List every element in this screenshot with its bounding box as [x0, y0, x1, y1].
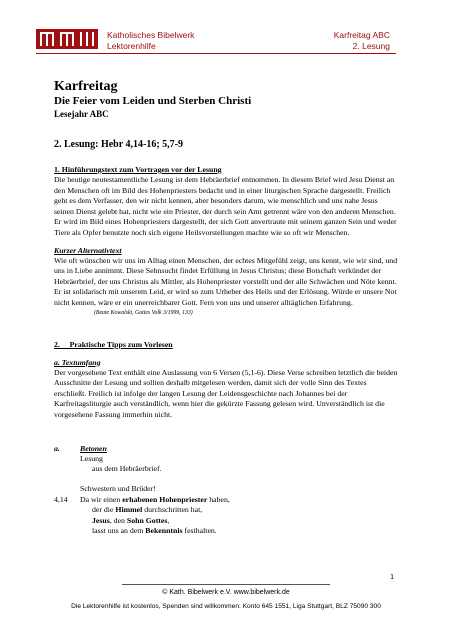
bible-line: der die Himmel durchschritten hat, — [92, 505, 203, 515]
alternative-text-label: Kurzer Alternativtext — [54, 245, 122, 255]
document-body — [54, 79, 398, 536]
header-org-line1: Katholisches Bibelwerk — [107, 30, 195, 40]
bible-line: Lesung — [80, 453, 103, 463]
bible-line: aus dem Hebräerbrief. — [92, 463, 162, 473]
section1-paragraph1: Die heutige neutestamentliche Lesung ist dem Hebräerbrief entnommen. In diesem Brief wird Jesu Dienst an den Menschen oft im Bild des Hohenpriesters bedacht und in einer liturgischen Sprache dargestellt. Freilich geht es dem Verfasser, den wir nicht kennen, aber besonders darum, wie menschlich und uns nahe Jesus seinen Dienst gelebt hat, nicht wie ein Priester, der durch sein Amt getrennt wäre von den anderen Menschen. — [54, 175, 396, 216]
page-title: Karfreitag — [54, 79, 118, 94]
page-subtitle: Die Feier vom Leiden und Sterben Christi — [54, 95, 252, 107]
footer-divider — [122, 584, 330, 585]
liturgical-year: Lesejahr ABC — [54, 109, 109, 119]
header-occasion-line1: Karfreitag ABC — [333, 30, 390, 40]
bibelwerk-logo — [36, 29, 98, 49]
reading-reference: 2. Lesung: Hebr 4,14-16; 5,7-9 — [54, 139, 183, 150]
verse-number: 4,14 — [54, 494, 68, 504]
betonen-marker: a. — [54, 443, 60, 453]
bible-line: Schwestern und Brüder! — [80, 484, 156, 494]
bible-text — [54, 454, 398, 537]
alternative-text: Wie oft wünschen wir uns im Alltag einen Menschen, der echtes Mitgefühl zeigt, uns kennt, wie wir sind, und uns in Liebe annimmt. Diese Sehnsucht findet Erfüllung in Jesus Christus; diese Botschaft verkündet der Hebräerbrief, der uns Christus als Mittler, als Hohenpriester vorstellt und der alle Schwächen und Nöte kennt. Er ist solidarisch mit unserem Leid, er wird so zum Urheber des Heils und der Erlösung. Würde er unsere Not nicht kennen, wäre er ein unerreichbarer Gott. Fern von uns und unserer alltäglichen Erfahrung. — [54, 255, 398, 307]
bible-line: lasst uns an dem Bekenntnis festhalten. — [92, 525, 217, 535]
section1-paragraph2: Er wird im Bild eines Hohenpriesters dargestellt, der sich Gott anvertraute mit seinem ganzen Sein und weder Tiere als Opfer benutzte noch sich eigene Heilsvorstellungen machte wie so oft wir Menschen. — [54, 217, 397, 237]
bible-line: Da wir einen erhabenen Hohenpriester haben, — [80, 494, 230, 504]
header-org-line2: Lektorenhilfe — [107, 41, 156, 51]
citation: (Beate Kowalski, Gottes Volk 3/1999, 133) — [94, 309, 193, 316]
footer-copyright: © Kath. Bibelwerk e.V. www.bibelwerk.de — [162, 589, 290, 596]
textumfang-paragraph: Der vorgesehene Text enthält eine Auslassung von 6 Versen (5,1-6). Diese Verse schreiben letztlich die beiden Ausschnitte der Lesung und sollten deshalb mitgelesen werden, damit sich der volle Sinn des Textes erschließt. Freilich ist infolge der langen Lesung der Leidensgeschichte nach Johannes bei der Karfreitagsliturgie auch verständlich, wenn hier die gekürzte Fassung gelesen wird. Unverständlich ist die vorgesehene Fassung immerhin nicht. — [54, 367, 398, 419]
betonen-heading — [54, 444, 398, 454]
bible-line: Jesus, den Sohn Gottes, — [92, 515, 170, 525]
header-org — [107, 30, 194, 52]
page-number: 1 — [390, 574, 394, 581]
textumfang-heading: a. Textumfang — [54, 357, 101, 367]
betonen-label: Betonen — [80, 443, 107, 453]
section2-heading: 2. Praktische Tipps zum Vorlesen — [54, 339, 173, 349]
header-occasion-line2: 2. Lesung — [352, 41, 390, 51]
footer-donation-note: Die Lektorenhilfe ist kostenlos, Spenden sind willkommen: Konto 645 1551, Liga Stuttgart, BLZ 75090 300 — [71, 603, 381, 610]
header-occasion — [334, 30, 390, 52]
section1-heading: 1. Hinführungstext zum Vortragen vor der Lesung — [54, 165, 222, 174]
header-divider — [36, 53, 396, 54]
